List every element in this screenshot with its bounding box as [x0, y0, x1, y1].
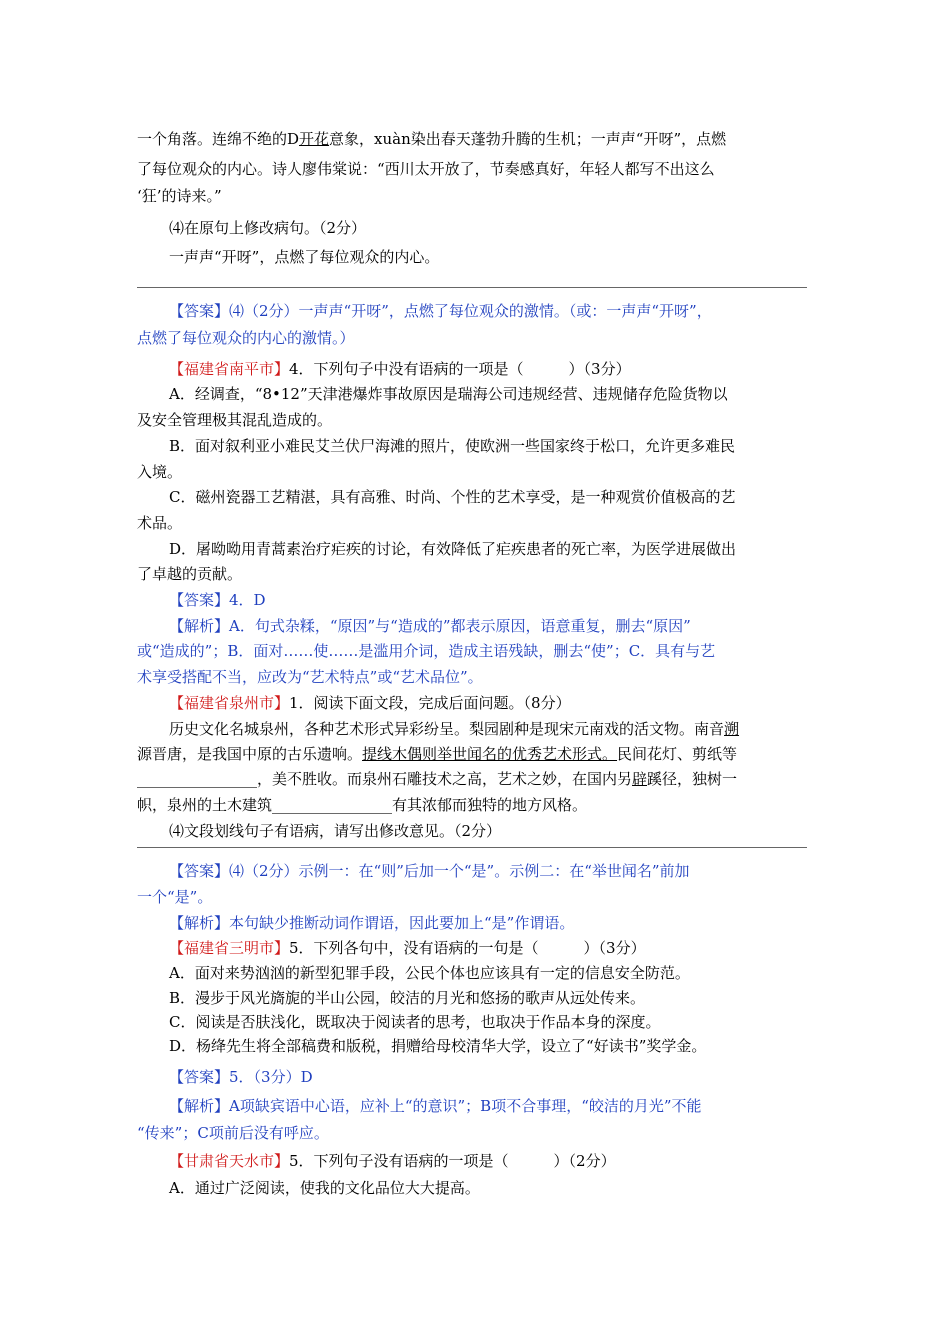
question-prompt: ⑷在原句上修改病句。（2分） — [169, 219, 367, 237]
passage-line: 历史文化名城泉州，各种艺术形式异彩纷呈。梨园剧种是现宋元南戏的活文物。南音溯 — [169, 720, 740, 738]
option-a: A．面对来势汹汹的新型犯罪手段，公民个体也应该具有一定的信息安全防范。 — [169, 964, 690, 982]
answer-text: 一个“是”。 — [137, 888, 213, 906]
answer-text: 【答案】5．（3分）D — [169, 1068, 313, 1086]
option-b-cont: 入境。 — [137, 463, 183, 481]
question-heading: 【福建省三明市】5．下列各句中，没有语病的一句是（ ）（3分） — [169, 939, 646, 957]
sentence-to-fix: 一声声“开呀”，点燃了每位观众的内心。 — [169, 248, 440, 266]
fill-blank: ________________ — [272, 796, 393, 814]
underlined-term: 辟 — [632, 770, 648, 788]
explanation-text: “传来”；C项前后没有呼应。 — [137, 1124, 329, 1142]
option-b: B．面对叙利亚小难民艾兰伏尸海滩的照片，使欧洲一些国家终于松口，允许更多难民 — [169, 437, 736, 455]
option-c-cont: 术品。 — [137, 514, 183, 532]
answer-text: 【答案】4．D — [169, 591, 266, 609]
answer-text: 【答案】⑷（2分）示例一：在“则”后加一个“是”。示例二：在“举世闻名”前加 — [169, 862, 690, 880]
passage-line: 源晋唐，是我国中原的古乐遗响。提线木偶则举世闻名的优秀艺术形式。民间花灯、剪纸等 — [137, 745, 738, 763]
answer-line — [137, 287, 807, 288]
question-heading: 【甘肃省天水市】5．下列句子没有语病的一项是（ ）（2分） — [169, 1152, 616, 1170]
explanation-text: 术享受搭配不当，应改为“艺术特点”或“艺术品位”。 — [137, 668, 483, 686]
source-tag: 【福建省泉州市】 — [169, 694, 290, 712]
explanation-text: 【解析】A项缺宾语中心语，应补上“的意识”；B项不合事理，“皎洁的月光”不能 — [169, 1097, 702, 1115]
answer-text: 点燃了每位观众的内心的激情。） — [137, 329, 355, 347]
answer-line — [137, 847, 807, 848]
underlined-term: 开花 — [299, 130, 330, 148]
source-tag: 【福建省南平市】 — [169, 360, 290, 378]
option-b: B．漫步于风光旖旎的半山公园，皎洁的月光和悠扬的歌声从远处传来。 — [169, 989, 646, 1007]
option-d: D．杨绛先生将全部稿费和版税，捐赠给母校清华大学，设立了“好读书”奖学金。 — [169, 1037, 707, 1055]
underlined-sentence: 提线木偶则举世闻名的优秀艺术形式。 — [362, 745, 618, 763]
option-a: A．经调查，“8•12”天津港爆炸事故原因是瑞海公司违规经营、违规储存危险货物以 — [169, 385, 728, 403]
option-d-cont: 了卓越的贡献。 — [137, 565, 243, 583]
source-tag: 【福建省三明市】 — [169, 939, 290, 957]
option-a: A．通过广泛阅读，使我的文化品位大大提高。 — [169, 1179, 480, 1197]
explanation-text: 或“造成的”；B．面对……使……是滥用介词，造成主语残缺，删去“使”；C．具有与艺 — [137, 642, 716, 660]
passage-line: 一个角落。连绵不绝的D开花意象，xuàn染出春天蓬勃升腾的生机；一声声“开呀”，点燃 — [137, 130, 727, 148]
option-c: C．磁州瓷器工艺精湛，具有高雅、时尚、个性的艺术享受，是一种观赏价值极高的艺 — [169, 488, 736, 506]
underlined-term: 溯 — [724, 720, 740, 738]
explanation-text: 【解析】本句缺少推断动词作谓语，因此要加上“是”作谓语。 — [169, 914, 575, 932]
question-prompt: ⑷文段划线句子有语病，请写出修改意见。（2分） — [169, 822, 502, 840]
question-heading: 【福建省泉州市】1．阅读下面文段，完成后面问题。（8分） — [169, 694, 571, 712]
question-heading: 【福建省南平市】4．下列句子中没有语病的一项是（ ）（3分） — [169, 360, 631, 378]
passage-line: 了每位观众的内心。诗人廖伟棠说：“西川太开放了，节奏感真好，年轻人都写不出这么 — [137, 160, 715, 178]
answer-text: 【答案】⑷（2分）一声声“开呀”，点燃了每位观众的激情。（或：一声声“开呀”， — [169, 302, 712, 320]
passage-line: ________________，美不胜收。而泉州石雕技术之高，艺术之妙，在国内另辟蹊径，独树一 — [137, 770, 738, 788]
fill-blank: ________________ — [137, 770, 257, 788]
explanation-text: 【解析】A．句式杂糅，“原因”与“造成的”都表示原因，语意重复，删去“原因” — [169, 617, 691, 635]
option-c: C．阅读是否肤浅化，既取决于阅读者的思考，也取决于作品本身的深度。 — [169, 1013, 661, 1031]
passage-line: ‘狂’的诗来。” — [137, 187, 222, 205]
option-a-cont: 及安全管理极其混乱造成的。 — [137, 411, 333, 429]
source-tag: 【甘肃省天水市】 — [169, 1152, 290, 1170]
option-d: D．屠呦呦用青蒿素治疗疟疾的讨论，有效降低了疟疾患者的死亡率，为医学进展做出 — [169, 540, 737, 558]
passage-line: 帜，泉州的土木建筑________________有其浓郁而独特的地方风格。 — [137, 796, 588, 814]
